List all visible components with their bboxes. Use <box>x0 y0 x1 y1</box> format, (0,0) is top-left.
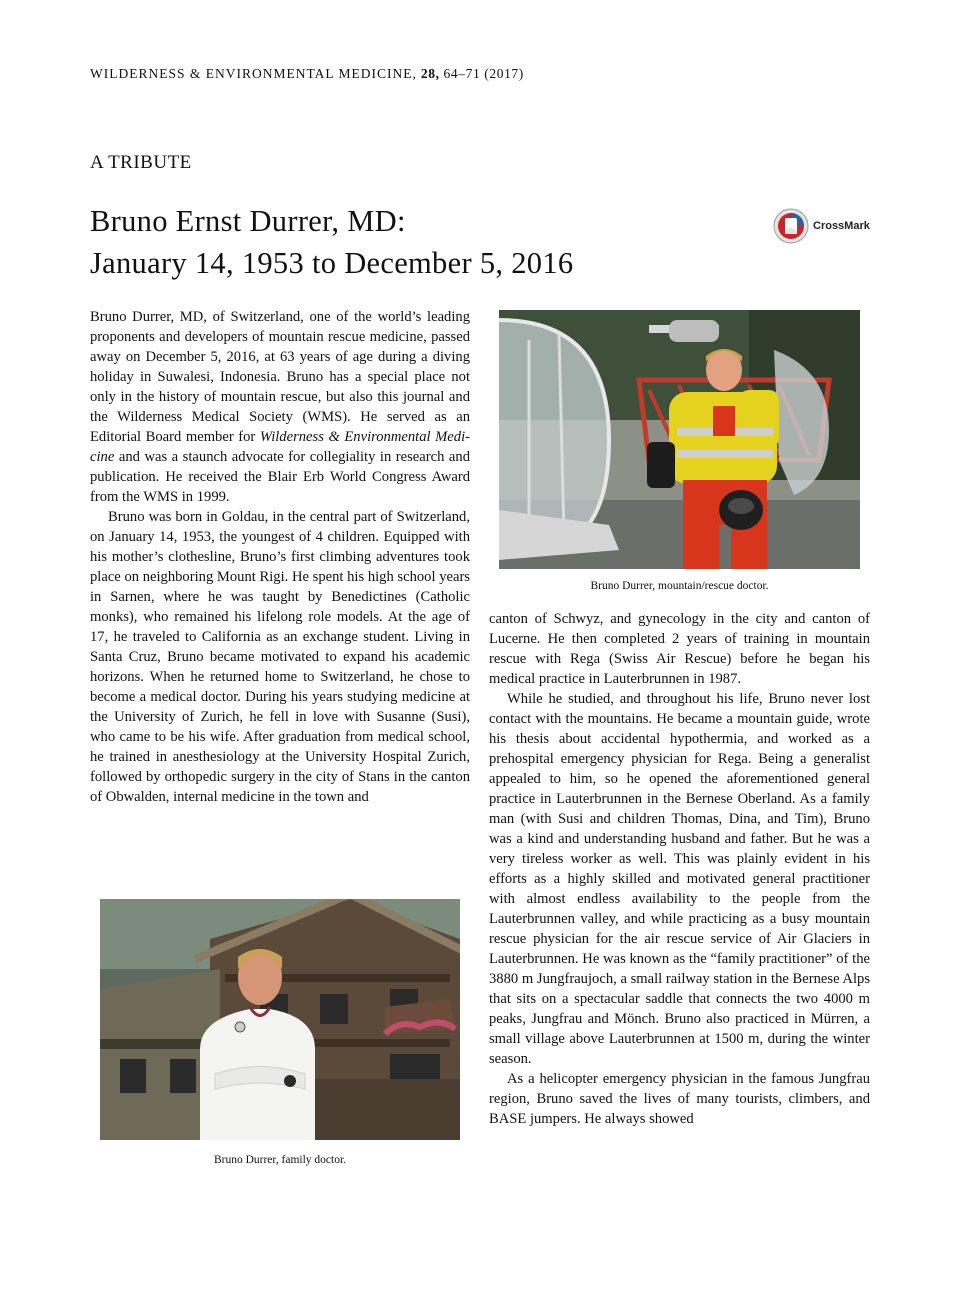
running-head <box>90 66 524 82</box>
title-line-1: Bruno Ernst Durrer, MD: <box>90 204 406 238</box>
family-doctor-photo-caption: Bruno Durrer, family doctor. <box>213 1154 347 1166</box>
crossmark-badge[interactable] <box>772 207 882 245</box>
paragraph-4: While he studied, and throughout his life, Bruno never lost contact with the mountains. He became a mountain guide, wrote his thesis about accidental hypothermia, and worked as a prehospital emergency physician for Rega. Being a generalist appealed to him, so he opened the aforementioned general practice in Lauterbrunnen in the Bernese Oberland. As a family man (with Susi and children Thomas, Dina, and Tim), Bruno was a kind and understanding husband and father. But he was a very tireless worker as well. This was plainly evident in his efforts as a highly skilled and motivated general practitioner with almost endless availability to the people from the Lauterbrunnen valley, and while practicing as a busy mountain rescue physician for the air rescue service of Air Glaciers in Lauterbrunnen. He was known as the “family practitioner” of the 3880 m Jungfraujoch, a small railway station in the Bernese Alps that sits on a spectacular saddle that connects the two 4000 m peaks, Jungfrau and Mönch. Bruno also practiced in Mürren, a small village above Lauterbrunnen at 1500 m, during the winter season. <box>489 691 870 1067</box>
paragraph-5: As a helicopter emergency physician in the famous Jungfrau region, Bruno saved the lives of many tourists, climbers, and BASE jumpers. He always showed <box>489 1071 870 1127</box>
section-label: A TRIBUTE <box>90 152 192 173</box>
journal-volume: 28, <box>420 66 440 81</box>
family-doctor-photo <box>100 899 460 1140</box>
right-column <box>489 609 870 1129</box>
paragraph-1 <box>90 307 470 507</box>
journal-pages-year: 64–71 (2017) <box>443 66 524 81</box>
journal-title-italic: Wilderness & Environmental Medicine <box>90 429 471 465</box>
crossmark-label: CrossMark <box>813 220 870 232</box>
title-line-2: January 14, 1953 to December 5, 2016 <box>90 246 574 280</box>
left-column <box>90 307 470 807</box>
paragraph-3: canton of Schwyz, and gynecology in the city and canton of Lucerne. He then completed 2 years of training in mountain rescue with Rega (Swiss Air Rescue) before he began his medical practice in Lauterbrunnen in 1987. <box>489 611 870 687</box>
paragraph-2: Bruno was born in Goldau, in the central part of Switzerland, on January 14, 1953, the youngest of 4 children. Equipped with his mother’s clothesline, Bruno’s first climbing adventures took place on neighboring Mount Rigi. He spent his high school years in Sarnen, where he was taught by Benedictines (Catholic monks), who remained his lifelong role models. At the age of 17, he traveled to California as an exchange student. Living in Santa Cruz, Bruno became motivated to expand his academic horizons. When he returned home to Switzerland, he chose to become a medical doctor. During his years studying medicine at the University of Zurich, he fell in love with Susanne (Susi), who came to be his wife. After graduation from medical school, he trained in anesthesiology at the University Hospital Zurich, followed by orthopedic surgery in the city of Stans in the canton of Obwalden, internal medicine in the town and <box>90 509 470 805</box>
paragraph-1-text-b: and was a staunch advocate for collegiality in research and publication. He received the Blair Erb World Congress Award from the WMS in 1999. <box>90 449 470 505</box>
journal-name: WILDERNESS & ENVIRONMENTAL MEDICINE, <box>90 66 417 81</box>
paragraph-1-text-a: Bruno Durrer, MD, of Switzerland, one of the world’s leading proponents and developers of mountain rescue medicine, passed away on December 5, 2016, at 63 years of age during a diving holiday in Suwalesi, Indonesia. Bruno has a special place not only in the history of mountain rescue, but also this journal and the Wilderness Medical Society (WMS). He served as an Editorial Board member for <box>90 309 470 445</box>
helicopter-photo <box>499 310 860 569</box>
article-title <box>90 200 730 284</box>
crossmark-icon <box>772 207 810 245</box>
helicopter-photo-caption: Bruno Durrer, mountain/rescue doctor. <box>590 580 769 592</box>
